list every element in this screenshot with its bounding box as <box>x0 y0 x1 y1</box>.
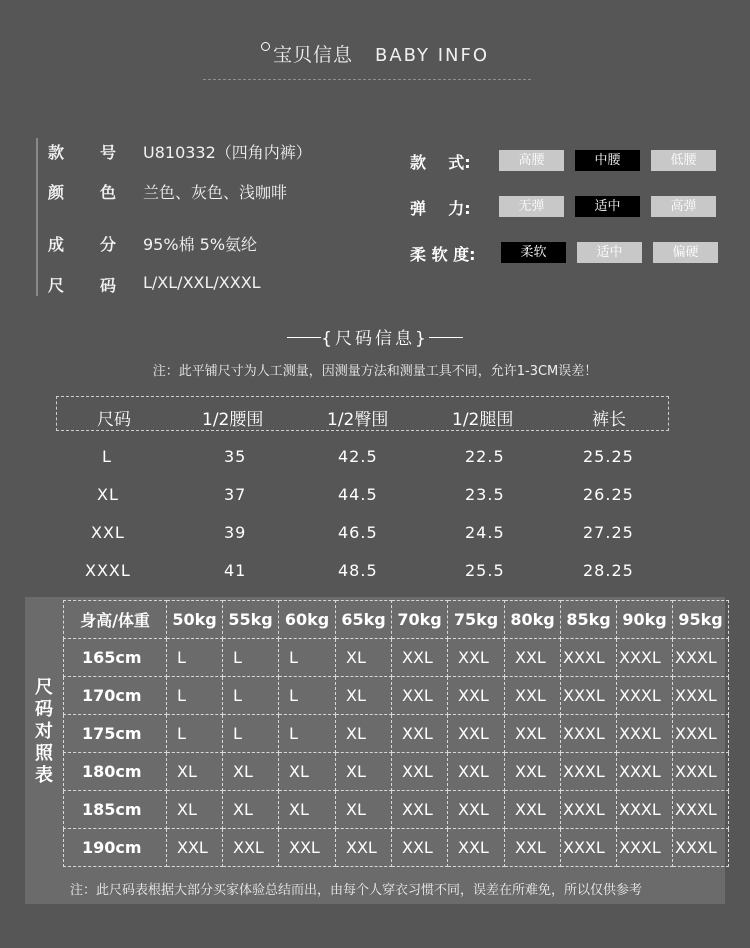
size-chart-row <box>64 829 729 867</box>
info-value: 兰色、灰色、浅咖啡 <box>143 183 288 202</box>
value-cell: 25.25 <box>583 447 634 466</box>
size-cell: XXXL <box>617 753 673 791</box>
info-value: L/XL/XXL/XXXL <box>143 273 261 292</box>
size-cell: XXXL <box>561 715 617 753</box>
size-cell: XXL <box>448 829 505 867</box>
size-cell: XXL <box>505 677 561 715</box>
size-cell: XXXL <box>673 791 729 829</box>
header-cell: 1/2腰围 <box>202 410 264 430</box>
title-cn: 宝贝信息 <box>272 44 353 66</box>
size-section-title <box>0 324 750 349</box>
size-title-text: {尺码信息} <box>321 329 429 349</box>
info-key-1: 颜 <box>48 183 65 202</box>
size-cell: XXXL <box>617 829 673 867</box>
size-cell: XXL <box>505 715 561 753</box>
weight-header: 55kg <box>223 601 279 639</box>
attr-label: 弹 力: <box>410 199 471 218</box>
size-cell: XXL <box>448 639 505 677</box>
size-cell: XXL <box>505 829 561 867</box>
size-cell: XL <box>167 753 223 791</box>
info-key-2: 色 <box>100 183 117 202</box>
value-cell: 26.25 <box>583 485 634 504</box>
weight-header: 80kg <box>505 601 561 639</box>
info-key-2: 号 <box>100 143 117 162</box>
size-cell: XL <box>279 791 336 829</box>
measurement-header <box>56 396 669 431</box>
size-cell: XXXL <box>561 639 617 677</box>
size-cell: XXL <box>223 829 279 867</box>
info-value: U810332（四角内裤） <box>143 143 312 162</box>
size-cell: XXL <box>392 753 448 791</box>
side-char: 对 <box>35 721 53 742</box>
height-cell: 185cm <box>64 791 167 829</box>
weight-header: 70kg <box>392 601 448 639</box>
size-cell: L <box>223 715 279 753</box>
size-cell: XL <box>97 485 119 504</box>
size-cell: XXXL <box>617 639 673 677</box>
size-cell: XXXL <box>561 829 617 867</box>
size-cell: XXL <box>336 829 392 867</box>
size-cell: XXL <box>167 829 223 867</box>
attr-chip: 高腰 <box>499 150 564 171</box>
size-cell: XXL <box>279 829 336 867</box>
attr-chip: 适中 <box>577 242 642 263</box>
size-chart-row <box>64 715 729 753</box>
header-cell: 尺码 <box>97 410 131 430</box>
size-cell: XXXL <box>85 561 131 580</box>
value-cell: 28.25 <box>583 561 634 580</box>
size-cell: XXXL <box>673 715 729 753</box>
attr-chip-selected: 适中 <box>575 196 640 217</box>
size-chart-note: 注：此尺码表根据大部分买家体验总结而出，由每个人穿衣习惯不同，误差在所难免，所以仅供参考 <box>70 883 643 898</box>
size-cell: XXL <box>448 791 505 829</box>
height-cell: 175cm <box>64 715 167 753</box>
size-cell: XL <box>336 677 392 715</box>
side-char: 码 <box>35 699 53 720</box>
size-cell: XXXL <box>617 715 673 753</box>
size-cell: XXL <box>392 715 448 753</box>
size-chart-row <box>64 753 729 791</box>
size-cell: L <box>223 677 279 715</box>
size-cell: XXXL <box>617 791 673 829</box>
weight-header: 65kg <box>336 601 392 639</box>
value-cell: 22.5 <box>465 447 505 466</box>
size-cell: XXL <box>91 523 125 542</box>
value-cell: 39 <box>224 523 247 542</box>
size-cell: XXL <box>392 829 448 867</box>
weight-header: 85kg <box>561 601 617 639</box>
size-cell: XXL <box>505 753 561 791</box>
size-cell: XXXL <box>673 829 729 867</box>
value-cell: 48.5 <box>338 561 378 580</box>
info-value: 95%棉 5%氨纶 <box>143 235 258 254</box>
size-cell: XXL <box>392 639 448 677</box>
weight-header: 90kg <box>617 601 673 639</box>
size-chart-row <box>64 677 729 715</box>
value-cell: 25.5 <box>465 561 505 580</box>
attr-chip-selected: 柔软 <box>501 242 566 263</box>
size-cell: XL <box>336 753 392 791</box>
size-cell: L <box>167 639 223 677</box>
title-dash-right <box>429 337 463 338</box>
value-cell: 35 <box>224 447 247 466</box>
side-char: 表 <box>35 765 53 786</box>
title-divider <box>203 79 531 80</box>
info-accent-bar <box>36 138 38 296</box>
weight-header: 60kg <box>279 601 336 639</box>
circle-icon <box>261 42 270 51</box>
size-cell: L <box>223 639 279 677</box>
size-chart-header-row <box>64 601 729 639</box>
size-cell: XXL <box>505 791 561 829</box>
height-cell: 170cm <box>64 677 167 715</box>
weight-header: 75kg <box>448 601 505 639</box>
size-cell: XXL <box>392 791 448 829</box>
height-cell: 190cm <box>64 829 167 867</box>
size-cell: XL <box>336 791 392 829</box>
size-cell: XXL <box>448 715 505 753</box>
size-cell: XXL <box>505 639 561 677</box>
weight-header: 50kg <box>167 601 223 639</box>
info-key-2: 分 <box>100 235 117 254</box>
corner-cell: 身高/体重 <box>64 601 167 639</box>
info-key-1: 成 <box>48 235 65 254</box>
value-cell: 41 <box>224 561 247 580</box>
size-cell: XL <box>223 753 279 791</box>
size-chart-row <box>64 639 729 677</box>
size-cell: L <box>167 715 223 753</box>
info-key-2: 码 <box>100 276 117 295</box>
attr-chip: 高弹 <box>651 196 716 217</box>
attr-chip: 偏硬 <box>653 242 718 263</box>
value-cell: 46.5 <box>338 523 378 542</box>
header-cell: 1/2臀围 <box>327 410 389 430</box>
size-cell: XXL <box>448 753 505 791</box>
attr-label: 柔 软 度: <box>410 245 476 264</box>
attr-chip: 低腰 <box>651 150 716 171</box>
measurement-note: 注：此平铺尺寸为人工测量，因测量方法和测量工具不同，允许1-3CM误差！ <box>152 364 598 379</box>
attr-label: 款 式: <box>410 153 471 172</box>
page-title <box>0 40 750 67</box>
value-cell: 23.5 <box>465 485 505 504</box>
weight-header: 95kg <box>673 601 729 639</box>
value-cell: 24.5 <box>465 523 505 542</box>
size-cell: XXXL <box>673 639 729 677</box>
value-cell: 42.5 <box>338 447 378 466</box>
side-char: 尺 <box>35 677 53 698</box>
side-char: 照 <box>35 743 53 764</box>
height-cell: 180cm <box>64 753 167 791</box>
size-cell: XL <box>336 639 392 677</box>
title-en: BABY INFO <box>374 45 490 66</box>
value-cell: 37 <box>224 485 247 504</box>
size-cell: L <box>102 447 112 466</box>
size-cell: XL <box>279 753 336 791</box>
size-cell: XL <box>336 715 392 753</box>
attr-chip: 无弹 <box>499 196 564 217</box>
info-key-1: 尺 <box>48 276 65 295</box>
size-cell: L <box>279 715 336 753</box>
value-cell: 27.25 <box>583 523 634 542</box>
info-key-1: 款 <box>48 143 65 162</box>
title-dash-left <box>287 337 321 338</box>
size-cell: XXXL <box>561 791 617 829</box>
size-cell: L <box>279 677 336 715</box>
size-cell: XXXL <box>673 677 729 715</box>
value-cell: 44.5 <box>338 485 378 504</box>
header-cell: 1/2腿围 <box>452 410 514 430</box>
size-cell: XXXL <box>673 753 729 791</box>
size-cell: XL <box>223 791 279 829</box>
header-cell: 裤长 <box>592 410 626 430</box>
size-cell: L <box>167 677 223 715</box>
size-cell: XXXL <box>561 677 617 715</box>
size-cell: XXXL <box>617 677 673 715</box>
size-chart-row <box>64 791 729 829</box>
attr-chip-selected: 中腰 <box>575 150 640 171</box>
height-cell: 165cm <box>64 639 167 677</box>
size-chart-side-label <box>25 597 63 867</box>
size-cell: XXXL <box>561 753 617 791</box>
size-chart-table <box>63 600 729 867</box>
size-cell: XXL <box>448 677 505 715</box>
size-cell: L <box>279 639 336 677</box>
size-cell: XL <box>167 791 223 829</box>
size-cell: XXL <box>392 677 448 715</box>
